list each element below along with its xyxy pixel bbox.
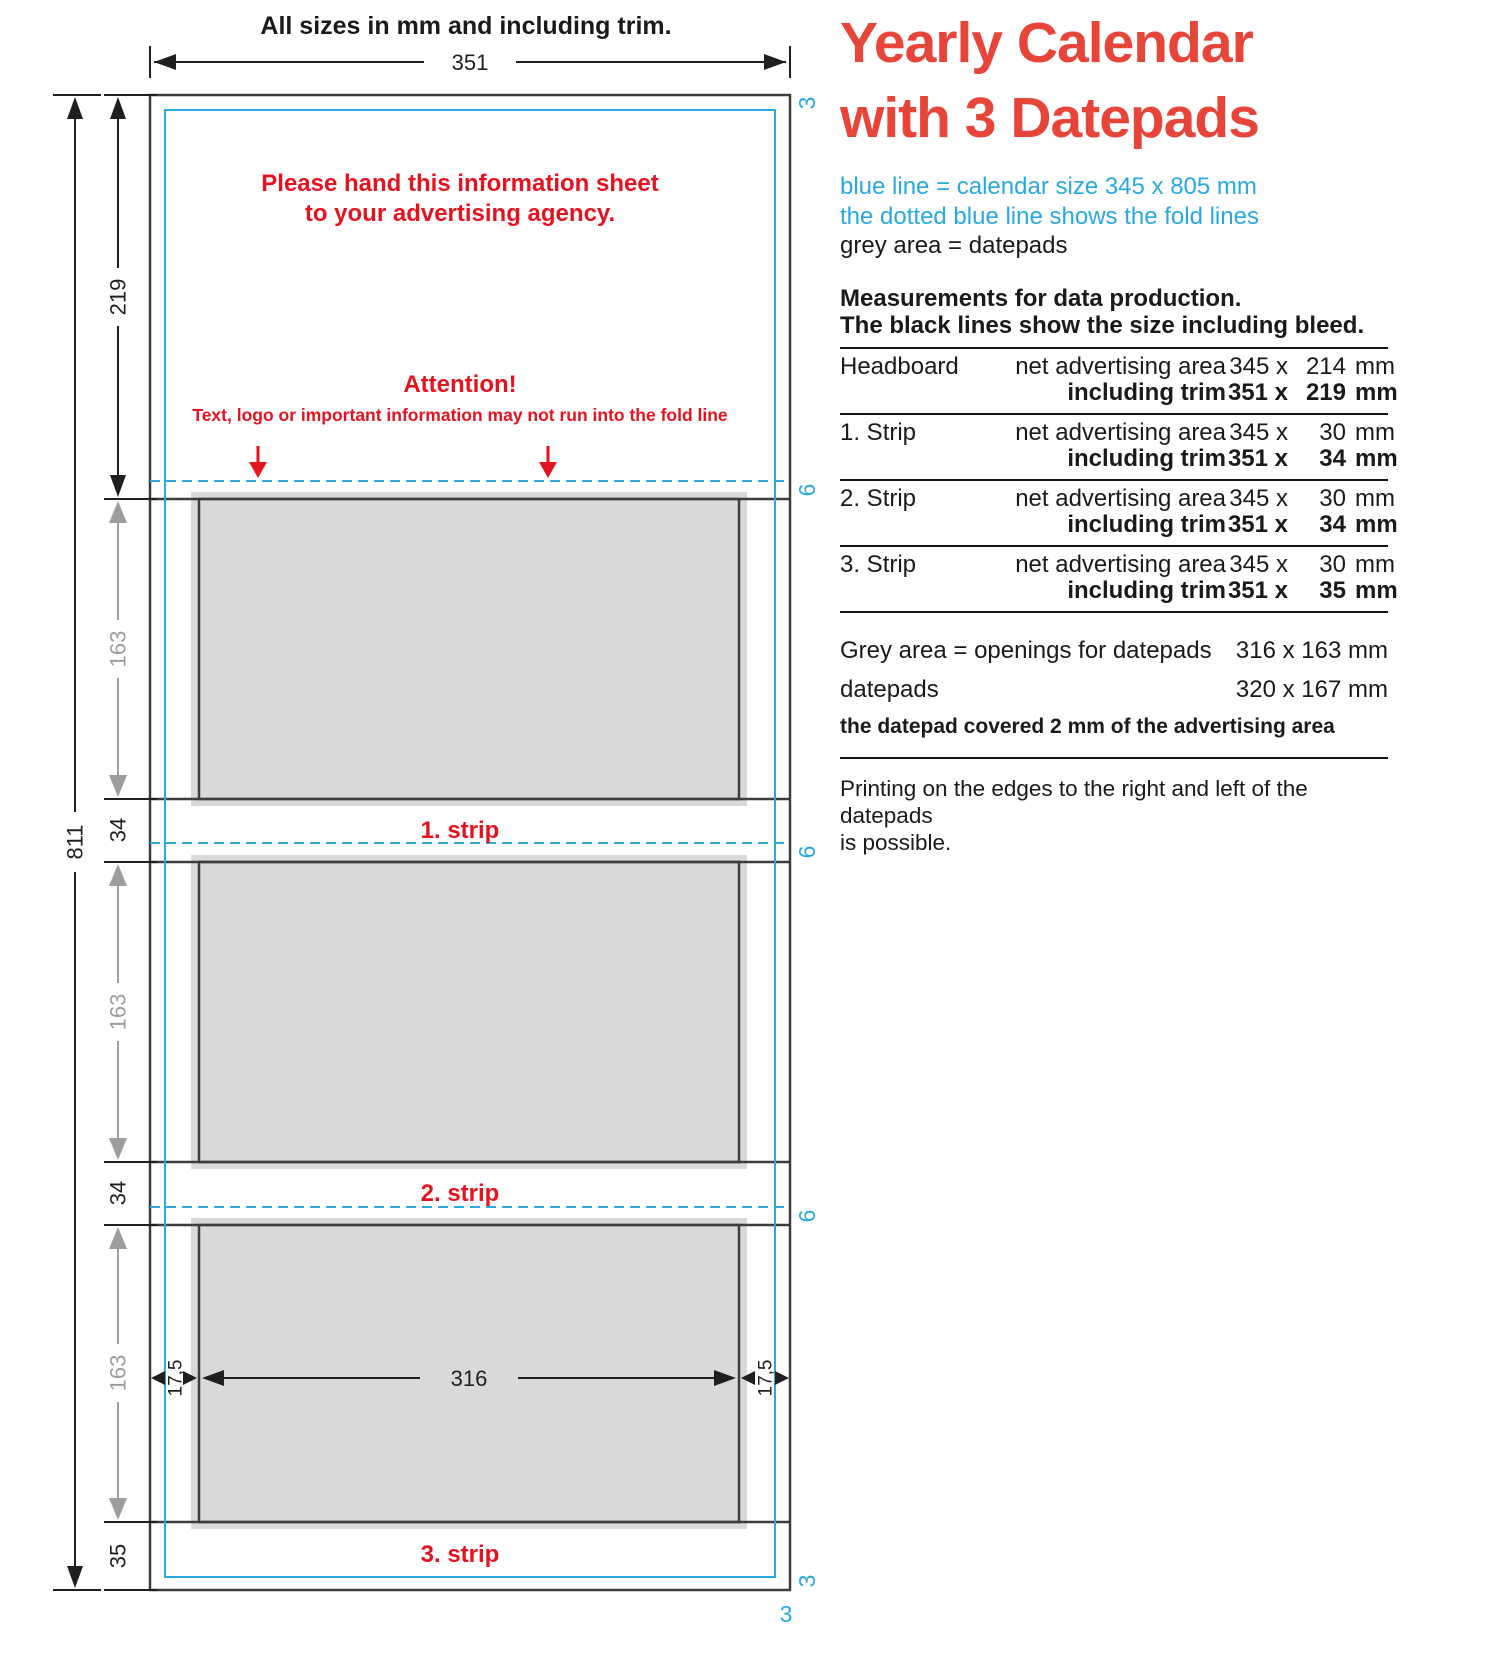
datepads-size-line: [840, 676, 1388, 704]
opening-2: [199, 862, 739, 1162]
dim-margin-right-label: 17,5: [755, 1359, 777, 1397]
dim-163-3-label: 163: [105, 1354, 131, 1392]
dim-219-label: 219: [105, 278, 131, 316]
table-row-headboard: [840, 349, 1398, 415]
opening-1: [199, 499, 739, 799]
dim-opening-label: 316: [450, 1366, 488, 1391]
trim-label: including trim: [1067, 444, 1226, 472]
net-area-label: net advertising area: [1015, 352, 1226, 380]
net-area-label: net advertising area: [1015, 484, 1226, 512]
strip-2-label: 2. strip: [420, 1180, 500, 1207]
dimension-side-margin-left: [151, 1360, 197, 1397]
fold-gap-3-label: 6: [794, 1209, 820, 1223]
row-name: 2. Strip: [840, 484, 917, 512]
dim-34-1-label: 34: [105, 817, 131, 843]
attention-note: Text, logo or important information may not run into the fold line: [192, 405, 728, 425]
trim-width: 351 x: [1227, 576, 1288, 604]
headboard-notes: [192, 170, 728, 478]
printing-note-line2: is possible.: [840, 829, 952, 855]
trim-height: 34: [1319, 510, 1346, 538]
strip-1-label: 1. strip: [420, 817, 500, 844]
unit: mm: [1355, 444, 1398, 472]
trim-width: 351 x: [1227, 378, 1288, 406]
net-height: 30: [1319, 550, 1346, 578]
dimension-side-margin-right: [741, 1360, 789, 1397]
trim-label: including trim: [1067, 378, 1226, 406]
unit: mm: [1355, 484, 1395, 512]
unit: mm: [1355, 378, 1398, 406]
trim-label: including trim: [1067, 576, 1226, 604]
net-height: 214: [1305, 352, 1346, 380]
printing-note-line1: Printing on the edges to the right and left of the datepads: [840, 775, 1308, 828]
trim-label: including trim: [1067, 510, 1226, 538]
measurements-heading-line1: Measurements for data production.: [840, 284, 1242, 312]
trim-height: 34: [1319, 444, 1346, 472]
dim-35-label: 35: [105, 1543, 131, 1569]
trim-width: 351 x: [1227, 510, 1288, 538]
legend: [840, 172, 1388, 261]
table-row-strip3: [840, 547, 1398, 613]
fold-gap-2-label: 6: [794, 845, 820, 859]
fold-gap-1-label: 6: [794, 483, 820, 497]
trim-width: 351 x: [1227, 444, 1288, 472]
row-name: 3. Strip: [840, 550, 917, 578]
trim-top-label: 3: [794, 96, 820, 110]
measurements-heading: [840, 285, 1388, 339]
strip-3-label: 3. strip: [420, 1541, 500, 1568]
fold-pointer-arrows: [249, 446, 557, 478]
all-sizes-note: All sizes in mm and including trim.: [260, 12, 672, 40]
datepads-size-value: 320 x 167 mm: [1235, 675, 1388, 703]
attention-title: Attention!: [403, 371, 517, 398]
divider: [840, 757, 1388, 759]
net-width: 345 x: [1229, 484, 1288, 512]
printing-note: [840, 775, 1388, 856]
dim-163-1-label: 163: [105, 630, 131, 668]
corner-trim-label: 3: [779, 1601, 793, 1627]
page-title-line2: with 3 Datepads: [840, 86, 1259, 150]
dimension-opening1-163: [106, 501, 131, 797]
legend-blue-line: blue line = calendar size 345 x 805 mm: [840, 173, 1257, 200]
trim-height: 219: [1305, 378, 1346, 406]
net-area-label: net advertising area: [1015, 418, 1226, 446]
page-title: [840, 6, 1388, 156]
unit: mm: [1355, 510, 1398, 538]
dim-163-2-label: 163: [105, 993, 131, 1031]
table-row-strip2: [840, 481, 1398, 547]
unit: mm: [1355, 418, 1395, 446]
unit: mm: [1355, 550, 1395, 578]
net-width: 345 x: [1229, 418, 1288, 446]
hand-sheet-note-line1: Please hand this information sheet: [261, 170, 659, 197]
info-column: [840, 6, 1398, 856]
dimension-total-height-811: [53, 95, 101, 1590]
measurements-table: [840, 347, 1398, 613]
row-name: Headboard: [840, 352, 959, 380]
net-height: 30: [1319, 484, 1346, 512]
openings-size-label: Grey area = openings for datepads: [840, 636, 1212, 664]
dimension-opening2-163: [106, 864, 131, 1160]
legend-grey-area: grey area = datepads: [840, 232, 1068, 259]
trim-bottom-label: 3: [794, 1574, 820, 1588]
legend-fold-line: the dotted blue line shows the fold lines: [840, 202, 1259, 230]
dim-total-height-label: 811: [62, 824, 88, 860]
page-title-line1: Yearly Calendar: [840, 11, 1253, 75]
unit: mm: [1355, 576, 1398, 604]
dimension-opening3-163: [106, 1227, 131, 1520]
dim-width-label: 351: [451, 50, 489, 75]
unit: mm: [1355, 352, 1395, 380]
net-height: 30: [1319, 418, 1346, 446]
openings-size-line: [840, 637, 1388, 665]
measurements-heading-line2: The black lines show the size including bleed.: [840, 311, 1365, 339]
datepads-size-label: datepads: [840, 675, 939, 703]
openings-size-value: 316 x 163 mm: [1235, 636, 1388, 664]
extra-measurements: [840, 637, 1388, 704]
table-row-strip1: [840, 415, 1398, 481]
trim-height: 35: [1319, 576, 1346, 604]
net-area-label: net advertising area: [1015, 550, 1226, 578]
dimension-width-351: [150, 46, 790, 78]
dim-margin-left-label: 17,5: [165, 1359, 187, 1397]
dimension-headboard-219: [106, 97, 131, 497]
datepad-overlap-note: the datepad covered 2 mm of the advertising area: [840, 714, 1335, 738]
hand-sheet-note-line2: to your advertising agency.: [304, 200, 616, 227]
net-width: 345 x: [1229, 352, 1288, 380]
net-width: 345 x: [1229, 550, 1288, 578]
dim-34-2-label: 34: [105, 1180, 131, 1206]
row-name: 1. Strip: [840, 418, 917, 446]
